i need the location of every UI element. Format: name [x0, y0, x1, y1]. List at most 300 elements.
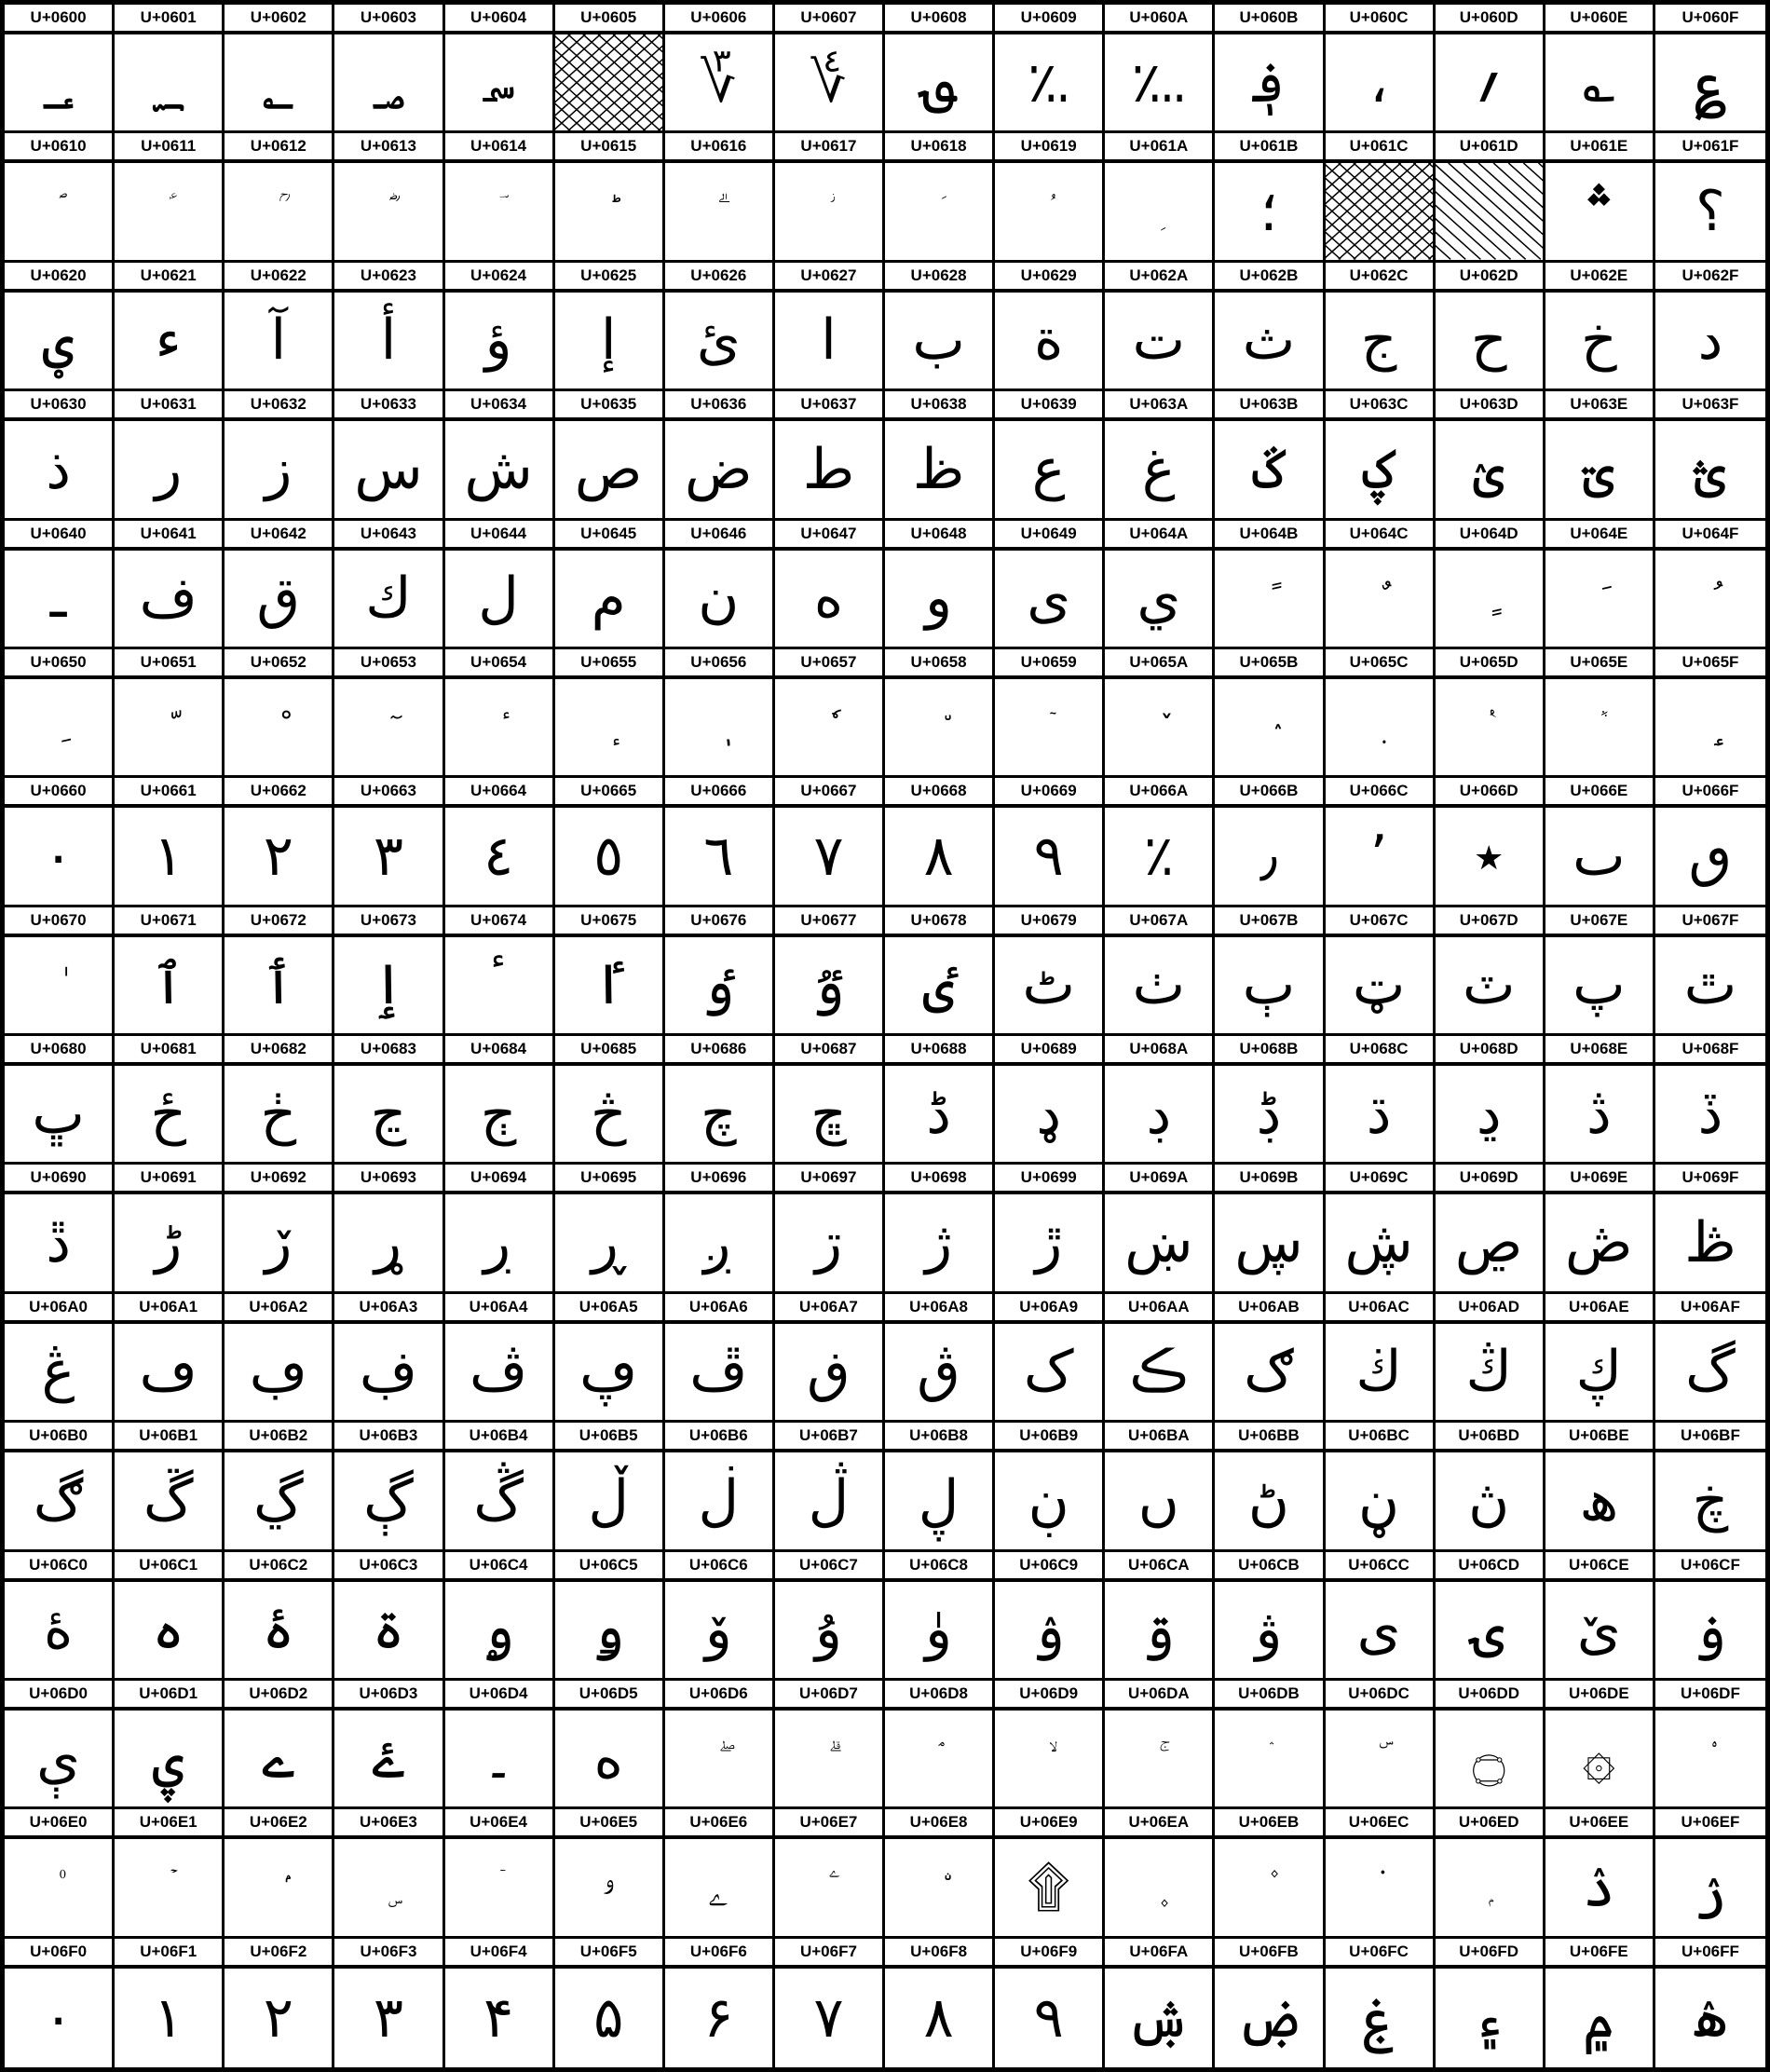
- glyph: ٻ: [1242, 952, 1296, 1018]
- glyph-cell-063c: [1326, 391, 1436, 520]
- code-point-label: U+06F6: [665, 1939, 772, 1969]
- code-point-label: U+063F: [1655, 391, 1765, 421]
- glyph-cell-06a5: [555, 1294, 665, 1423]
- glyph: ف: [139, 566, 197, 632]
- glyph: ه: [813, 566, 844, 632]
- code-point-label: U+0641: [115, 521, 222, 551]
- code-point-label: U+069D: [1436, 1165, 1543, 1194]
- hatch-line: [1326, 163, 1401, 259]
- glyph: ڸ: [918, 1467, 960, 1534]
- glyph: ۰: [43, 1984, 74, 2051]
- glyph: [5, 937, 112, 1033]
- glyph-cell-0696: [665, 1165, 775, 1293]
- glyph: [995, 1711, 1102, 1806]
- glyph-cell-06f8: [885, 1939, 995, 2067]
- glyph-cell-06bd: [1436, 1423, 1545, 1551]
- glyph-cell-0693: [334, 1165, 444, 1293]
- code-point-label: U+06F1: [115, 1939, 222, 1969]
- glyph-cell-0660: [5, 778, 115, 906]
- code-point-label: U+0695: [555, 1165, 662, 1194]
- glyph-cell-0678: [885, 907, 995, 1036]
- glyph: ڗ: [814, 1210, 842, 1276]
- glyph-cell-06af: [1655, 1294, 1765, 1423]
- glyph: [1105, 1839, 1212, 1935]
- glyph-cell-06c1: [115, 1552, 225, 1681]
- glyph: ڣ: [359, 1339, 418, 1405]
- glyph-cell-06b4: [445, 1423, 555, 1551]
- glyph-cell-06d9: [995, 1681, 1105, 1809]
- code-point-label: U+06C7: [775, 1552, 882, 1582]
- glyph-cell-06e3: [334, 1809, 444, 1938]
- glyph-cell-066c: [1326, 778, 1436, 906]
- glyph: ے: [262, 1725, 295, 1792]
- hatch-line: [1478, 163, 1543, 259]
- code-point-label: U+06FA: [1105, 1939, 1212, 1969]
- glyph: ڰ: [33, 1467, 84, 1534]
- code-point-label: U+06CB: [1215, 1552, 1322, 1582]
- glyph-cell-06a2: [225, 1294, 334, 1423]
- glyph: ڒ: [265, 1210, 293, 1276]
- code-point-label: U+06EB: [1215, 1809, 1322, 1839]
- glyph-cell-06f2: [225, 1939, 334, 2067]
- glyph: ؤ: [484, 307, 512, 374]
- glyph: ع: [1031, 436, 1066, 502]
- code-point-label: U+06E8: [885, 1809, 992, 1839]
- glyph-cell-06c7: [775, 1552, 885, 1681]
- glyph: ٶ: [701, 952, 735, 1018]
- hatch-line: [1464, 163, 1543, 259]
- glyph: [115, 679, 222, 775]
- glyph-cell-067f: [1655, 907, 1765, 1036]
- code-point-label: U+0656: [665, 649, 772, 679]
- code-point-label: U+06D8: [885, 1681, 992, 1711]
- glyph-cell-0658: [885, 649, 995, 778]
- glyph: [1655, 551, 1765, 647]
- code-point-label: U+06F2: [225, 1939, 332, 1969]
- glyph: ٱ: [152, 952, 185, 1018]
- glyph-cell-062b: [1215, 263, 1325, 391]
- glyph-cell-066b: [1215, 778, 1325, 906]
- glyph-cell-06f1: [115, 1939, 225, 2067]
- glyph-cell-06a9: [995, 1294, 1105, 1423]
- glyph-cell-067c: [1326, 907, 1436, 1036]
- hatch-line: [567, 34, 661, 130]
- code-point-label: U+064A: [1105, 521, 1212, 551]
- code-point-label: U+064E: [1545, 521, 1653, 551]
- glyph-cell-0621: [115, 263, 225, 391]
- glyph-cell-06e7: [775, 1809, 885, 1938]
- glyph-cell-0682: [225, 1036, 334, 1165]
- glyph-cell-065c: [1326, 649, 1436, 778]
- glyph: [1105, 679, 1212, 775]
- code-point-label: U+0667: [775, 778, 882, 808]
- glyph: ں: [1137, 1467, 1179, 1534]
- glyph: [665, 163, 772, 259]
- code-point-label: U+067D: [1436, 907, 1543, 937]
- code-point-label: U+06EC: [1326, 1809, 1433, 1839]
- code-point-label: U+06D1: [115, 1681, 222, 1711]
- glyph: ٪: [1143, 823, 1174, 889]
- glyph-cell-06b1: [115, 1423, 225, 1551]
- code-point-label: U+0615: [555, 133, 662, 163]
- glyph-cell-0687: [775, 1036, 885, 1165]
- glyph: ٯ: [1688, 823, 1733, 889]
- glyph-cell-0698: [885, 1165, 995, 1293]
- glyph-cell-06f0: [5, 1939, 115, 2067]
- glyph-cell-062c: [1326, 263, 1436, 391]
- glyph: ٿ: [1683, 952, 1737, 1018]
- code-point-label: U+0675: [555, 907, 662, 937]
- code-point-label: U+066B: [1215, 778, 1322, 808]
- glyph-cell-06fa: [1105, 1939, 1215, 2067]
- code-point-label: U+06D7: [775, 1681, 882, 1711]
- glyph: ٽ: [1462, 952, 1516, 1018]
- code-point-label: U+06AE: [1545, 1294, 1653, 1324]
- glyph-cell-06bb: [1215, 1423, 1325, 1551]
- glyph: [225, 1839, 332, 1935]
- glyph-cell-0642: [225, 521, 334, 649]
- glyph: ۱: [153, 1984, 184, 2051]
- code-point-label: U+0643: [334, 521, 442, 551]
- glyph-cell-0666: [665, 778, 775, 906]
- glyph-cell-06f3: [334, 1939, 444, 2067]
- code-point-label: U+060F: [1655, 5, 1765, 34]
- glyph: ڠ: [41, 1339, 75, 1405]
- glyph-cell-0620: [5, 263, 115, 391]
- glyph: ۂ: [262, 1597, 295, 1663]
- glyph: ٢: [263, 823, 293, 889]
- code-point-label: U+06B5: [555, 1423, 662, 1452]
- code-point-label: U+0662: [225, 778, 332, 808]
- hatch-line: [1383, 163, 1433, 259]
- glyph-cell-06dd: [1436, 1681, 1545, 1809]
- code-point-label: U+0635: [555, 391, 662, 421]
- glyph-cell-06b7: [775, 1423, 885, 1551]
- hatch-line: [628, 34, 662, 130]
- glyph: [1545, 551, 1653, 647]
- code-point-label: U+0629: [995, 263, 1102, 293]
- code-point-label: U+066D: [1436, 778, 1543, 808]
- glyph: ة: [1033, 307, 1064, 374]
- code-point-label: U+0620: [5, 263, 112, 293]
- glyph-cell-06d8: [885, 1681, 995, 1809]
- glyph: [1326, 679, 1433, 775]
- glyph-cell-060a: [1105, 5, 1215, 133]
- code-point-label: U+0674: [445, 907, 552, 937]
- glyph: ڬ: [1355, 1339, 1402, 1405]
- hatch-line: [1326, 163, 1341, 259]
- glyph-cell-06fd: [1436, 1939, 1545, 2067]
- glyph-cell-0638: [885, 391, 995, 520]
- code-point-label: U+069E: [1545, 1165, 1653, 1194]
- code-point-label: U+06AC: [1326, 1294, 1433, 1324]
- glyph: پ: [1573, 952, 1626, 1018]
- glyph: د: [1697, 307, 1723, 374]
- glyph: [5, 163, 112, 259]
- code-point-label: U+0651: [115, 649, 222, 679]
- hatch-line: [1338, 163, 1432, 259]
- glyph: [885, 679, 992, 775]
- code-point-label: U+0604: [445, 5, 552, 34]
- code-point-label: U+06B8: [885, 1423, 992, 1452]
- glyph-cell-069e: [1545, 1165, 1655, 1293]
- glyph: ۺ: [1125, 1984, 1191, 2051]
- glyph: س: [354, 436, 423, 502]
- glyph: ڙ: [1035, 1210, 1063, 1276]
- glyph-cell-0612: [225, 133, 334, 262]
- glyph-cell-06f9: [995, 1939, 1105, 2067]
- code-point-label: U+06CE: [1545, 1552, 1653, 1582]
- code-point-label: U+062F: [1655, 263, 1765, 293]
- glyph: ۄ: [482, 1597, 515, 1663]
- glyph: ؠ: [41, 307, 75, 374]
- glyph: ڷ: [808, 1467, 850, 1534]
- glyph-cell-0602: [225, 5, 334, 133]
- code-point-label: U+0639: [995, 391, 1102, 421]
- code-point-label: U+060A: [1105, 5, 1212, 34]
- glyph: [885, 1839, 992, 1935]
- code-point-label: U+062B: [1215, 263, 1322, 293]
- glyph: ڥ: [579, 1339, 638, 1405]
- glyph: ۅ: [592, 1597, 625, 1663]
- glyph: ٫: [1259, 823, 1278, 889]
- code-point-label: U+06CD: [1436, 1552, 1543, 1582]
- glyph-cell-06b0: [5, 1423, 115, 1551]
- glyph: ت: [1132, 307, 1186, 374]
- code-point-label: U+0683: [334, 1036, 442, 1066]
- glyph: [115, 163, 222, 259]
- glyph: ۳: [373, 1984, 404, 2051]
- glyph: ٮ: [1573, 823, 1626, 889]
- glyph-cell-0683: [334, 1036, 444, 1165]
- glyph-cell-065f: [1655, 649, 1765, 778]
- glyph-cell-0662: [225, 778, 334, 906]
- glyph: ص: [574, 436, 643, 502]
- glyph: ۶: [703, 1984, 734, 2051]
- glyph-cell-0632: [225, 391, 334, 520]
- glyph: ڨ: [917, 1339, 960, 1405]
- glyph-cell-066d: [1436, 778, 1545, 906]
- glyph-cell-0614: [445, 133, 555, 262]
- glyph: ئ: [696, 307, 741, 374]
- glyph-cell-0643: [334, 521, 444, 649]
- glyph-cell-06cb: [1215, 1552, 1325, 1681]
- hatch-line: [1398, 163, 1433, 259]
- code-point-label: U+06B3: [334, 1423, 442, 1452]
- glyph-cell-06e5: [555, 1809, 665, 1938]
- code-point-label: U+0631: [115, 391, 222, 421]
- glyph-cell-060d: [1436, 5, 1545, 133]
- code-point-label: U+067F: [1655, 907, 1765, 937]
- glyph-cell-0661: [115, 778, 225, 906]
- glyph: [1215, 679, 1322, 775]
- code-point-label: U+065C: [1326, 649, 1433, 679]
- code-point-label: U+0668: [885, 778, 992, 808]
- glyph-cell-06a0: [5, 1294, 115, 1423]
- glyph: [1215, 1839, 1322, 1935]
- glyph-cell-0690: [5, 1165, 115, 1293]
- glyph-cell-067d: [1436, 907, 1545, 1036]
- glyph-cell-0680: [5, 1036, 115, 1165]
- code-point-label: U+06A0: [5, 1294, 112, 1324]
- glyph: ۉ: [1032, 1597, 1066, 1663]
- glyph-cell-0670: [5, 907, 115, 1036]
- glyph-cell-06d0: [5, 1681, 115, 1809]
- glyph-cell-0608: [885, 5, 995, 133]
- glyph-cell-06ae: [1545, 1294, 1655, 1423]
- glyph-cell-06f4: [445, 1939, 555, 2067]
- code-point-label: U+0626: [665, 263, 772, 293]
- glyph: ڄ: [480, 1081, 517, 1147]
- hatch-line: [1338, 163, 1432, 259]
- glyph-cell-0619: [995, 133, 1105, 262]
- glyph-cell-0615: [555, 133, 665, 262]
- glyph-cell-0649: [995, 521, 1105, 649]
- glyph-cell-062d: [1436, 263, 1545, 391]
- glyph-cell-06e2: [225, 1809, 334, 1938]
- code-point-label: U+068F: [1655, 1036, 1765, 1066]
- glyph: ڋ: [1256, 1081, 1282, 1147]
- glyph-cell-061d: [1436, 133, 1545, 262]
- glyph-cell-069d: [1436, 1165, 1545, 1293]
- glyph-cell-061e: [1545, 133, 1655, 262]
- glyph: ڵ: [588, 1467, 629, 1534]
- hatch-line: [583, 34, 662, 130]
- glyph: ؏: [1694, 49, 1727, 116]
- glyph-cell-068a: [1105, 1036, 1215, 1165]
- code-point-label: U+0609: [995, 5, 1102, 34]
- code-point-label: U+06D3: [334, 1681, 442, 1711]
- code-point-label: U+0649: [995, 521, 1102, 551]
- glyph-cell-0672: [225, 907, 334, 1036]
- code-point-label: U+06E5: [555, 1809, 662, 1839]
- code-point-label: U+06C6: [665, 1552, 772, 1582]
- glyph: [555, 163, 662, 259]
- glyph: [445, 1839, 552, 1935]
- glyph-cell-06b9: [995, 1423, 1105, 1551]
- glyph-cell-068d: [1436, 1036, 1545, 1165]
- code-point-label: U+0690: [5, 1165, 112, 1194]
- glyph: ٣: [373, 823, 404, 889]
- glyph-cell-06f5: [555, 1939, 665, 2067]
- glyph: ٺ: [1132, 952, 1186, 1018]
- glyph: ڈ: [926, 1081, 951, 1147]
- unassigned-glyph-box: [1436, 163, 1543, 259]
- glyph: [1655, 679, 1765, 775]
- glyph: خ: [1580, 307, 1617, 374]
- glyph-cell-06d2: [225, 1681, 334, 1809]
- glyph: ڟ: [1684, 1210, 1736, 1276]
- glyph: أ: [380, 307, 397, 374]
- code-point-label: U+0630: [5, 391, 112, 421]
- glyph-cell-063b: [1215, 391, 1325, 520]
- hatch-line: [1383, 163, 1433, 259]
- code-point-label: U+0618: [885, 133, 992, 163]
- glyph-cell-06ce: [1545, 1552, 1655, 1681]
- code-point-label: U+0676: [665, 907, 772, 937]
- glyph: ر: [155, 436, 183, 502]
- glyph-cell-064b: [1215, 521, 1325, 649]
- glyph: [445, 679, 552, 775]
- glyph: [1436, 1839, 1543, 1935]
- code-point-label: U+068C: [1326, 1036, 1433, 1066]
- code-point-label: U+0644: [445, 521, 552, 551]
- glyph: [1655, 1711, 1765, 1806]
- glyph-cell-06de: [1545, 1681, 1655, 1809]
- glyph-cell-06bf: [1655, 1423, 1765, 1551]
- code-point-label: U+062C: [1326, 263, 1433, 293]
- code-point-label: U+0601: [115, 5, 222, 34]
- code-point-label: U+06A6: [665, 1294, 772, 1324]
- glyph: ې: [36, 1725, 81, 1792]
- code-point-label: U+0606: [665, 5, 772, 34]
- glyph-cell-0600: [5, 5, 115, 133]
- glyph: ث: [1242, 307, 1296, 374]
- glyph-cell-0640: [5, 521, 115, 649]
- code-point-label: U+060B: [1215, 5, 1322, 34]
- code-point-label: U+0648: [885, 521, 992, 551]
- glyph: ۼ: [1362, 1984, 1396, 2051]
- glyph-cell-06a1: [115, 1294, 225, 1423]
- glyph: ن: [698, 566, 740, 632]
- code-point-label: U+06FC: [1326, 1939, 1433, 1969]
- code-point-label: U+068E: [1545, 1036, 1653, 1066]
- glyph: ڊ: [1146, 1081, 1172, 1147]
- glyph: ێ: [1576, 1597, 1621, 1663]
- glyph-cell-06bc: [1326, 1423, 1436, 1551]
- glyph-cell-068e: [1545, 1036, 1655, 1165]
- code-point-label: U+0655: [555, 649, 662, 679]
- glyph-cell-0655: [555, 649, 665, 778]
- code-point-label: U+061C: [1326, 133, 1433, 163]
- code-point-label: U+06A2: [225, 1294, 332, 1324]
- glyph-cell-062a: [1105, 263, 1215, 391]
- code-point-label: U+065B: [1215, 649, 1322, 679]
- glyph-cell-064c: [1326, 521, 1436, 649]
- code-point-label: U+061B: [1215, 133, 1322, 163]
- crosshatch-pattern: [555, 34, 662, 130]
- glyph: ڪ: [1129, 1339, 1189, 1405]
- glyph: ټ: [1352, 952, 1406, 1018]
- code-point-label: U+063D: [1436, 391, 1543, 421]
- unassigned-glyph-box: [1326, 163, 1433, 259]
- glyph: ؛: [1259, 179, 1278, 245]
- glyph-cell-06e1: [115, 1809, 225, 1938]
- glyph: [5, 679, 112, 775]
- glyph-cell-0691: [115, 1165, 225, 1293]
- code-point-label: U+068D: [1436, 1036, 1543, 1066]
- hatch-line: [1508, 163, 1543, 259]
- glyph-cell-06c0: [5, 1552, 115, 1681]
- glyph: ؂: [262, 49, 295, 116]
- glyph-cell-069b: [1215, 1165, 1325, 1293]
- code-point-label: U+06B4: [445, 1423, 552, 1452]
- code-point-label: U+0625: [555, 263, 662, 293]
- code-point-label: U+06DA: [1105, 1681, 1212, 1711]
- code-point-label: U+0678: [885, 907, 992, 937]
- glyph: ٲ: [262, 952, 295, 1018]
- glyph-cell-0616: [665, 133, 775, 262]
- glyph: ډ: [1036, 1081, 1062, 1147]
- glyph-cell-0627: [775, 263, 885, 391]
- code-point-label: U+0694: [445, 1165, 552, 1194]
- glyph-cell-0610: [5, 133, 115, 262]
- glyph: [665, 679, 772, 775]
- code-point-label: U+06FF: [1655, 1939, 1765, 1969]
- glyph-cell-068f: [1655, 1036, 1765, 1165]
- glyph: ٭: [1473, 823, 1504, 889]
- code-point-label: U+06A7: [775, 1294, 882, 1324]
